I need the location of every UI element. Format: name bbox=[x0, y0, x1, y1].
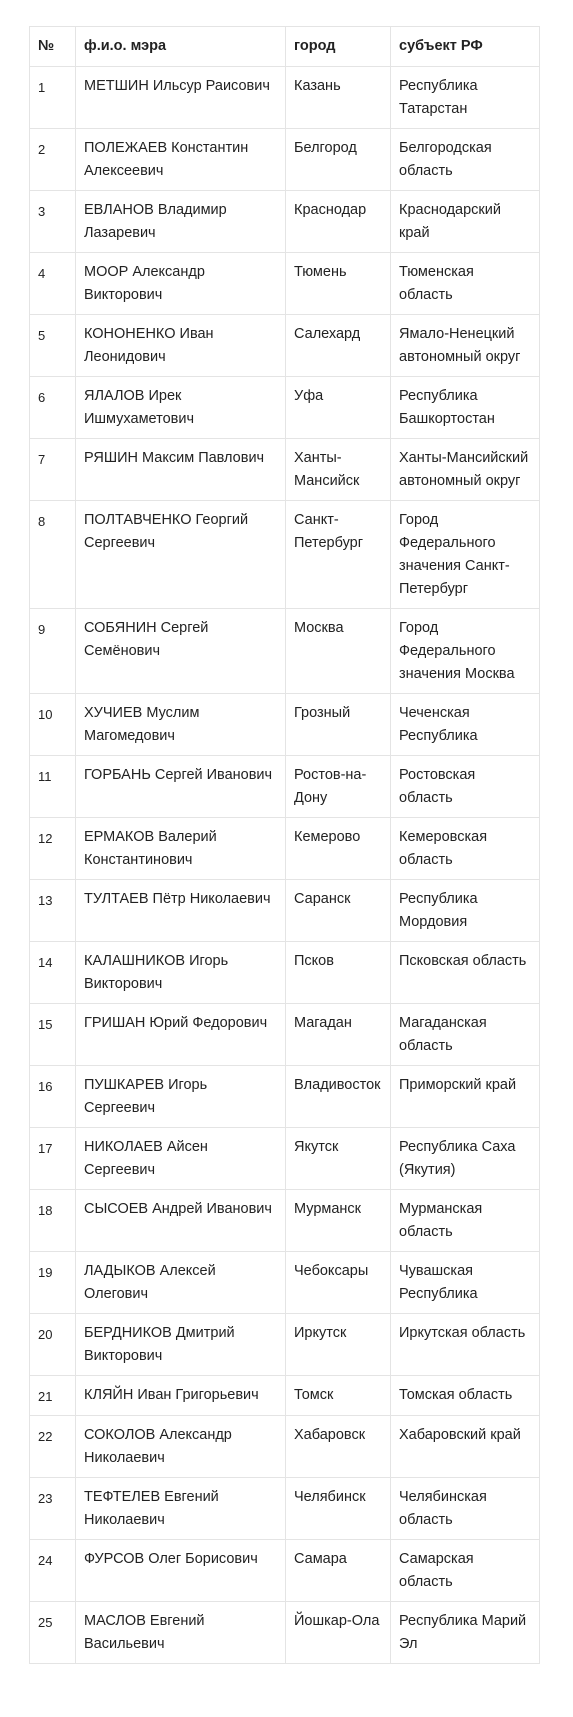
cell-number: 17 bbox=[30, 1128, 76, 1190]
table-row bbox=[30, 1190, 540, 1252]
cell-city: Санкт-Петербург bbox=[286, 501, 391, 609]
table-row bbox=[30, 1602, 540, 1664]
cell-city: Псков bbox=[286, 942, 391, 1004]
table-row bbox=[30, 253, 540, 315]
cell-mayor-name: СОБЯНИН Сергей Семёнович bbox=[76, 609, 286, 694]
cell-city: Тюмень bbox=[286, 253, 391, 315]
cell-mayor-name: ЕРМАКОВ Валерий Константинович bbox=[76, 818, 286, 880]
table-row bbox=[30, 1314, 540, 1376]
cell-mayor-name: ЯЛАЛОВ Ирек Ишмухаметович bbox=[76, 377, 286, 439]
table-row bbox=[30, 942, 540, 1004]
table-row bbox=[30, 1478, 540, 1540]
cell-city: Хабаровск bbox=[286, 1416, 391, 1478]
header-row bbox=[30, 27, 540, 67]
cell-region: Приморский край bbox=[391, 1066, 540, 1128]
cell-mayor-name: ГРИШАН Юрий Федорович bbox=[76, 1004, 286, 1066]
cell-mayor-name: СЫСОЕВ Андрей Иванович bbox=[76, 1190, 286, 1252]
cell-city: Ростов-на-Дону bbox=[286, 756, 391, 818]
cell-region: Кемеровская область bbox=[391, 818, 540, 880]
cell-number: 12 bbox=[30, 818, 76, 880]
cell-mayor-name: НИКОЛАЕВ Айсен Сергеевич bbox=[76, 1128, 286, 1190]
table-row bbox=[30, 67, 540, 129]
cell-city: Иркутск bbox=[286, 1314, 391, 1376]
cell-city: Чебоксары bbox=[286, 1252, 391, 1314]
cell-number: 11 bbox=[30, 756, 76, 818]
cell-region: Белгородская область bbox=[391, 129, 540, 191]
cell-city: Краснодар bbox=[286, 191, 391, 253]
cell-city: Казань bbox=[286, 67, 391, 129]
cell-mayor-name: ГОРБАНЬ Сергей Иванович bbox=[76, 756, 286, 818]
cell-number: 25 bbox=[30, 1602, 76, 1664]
header-city: город bbox=[286, 27, 391, 67]
table-row bbox=[30, 1416, 540, 1478]
cell-city: Томск bbox=[286, 1376, 391, 1416]
cell-number: 3 bbox=[30, 191, 76, 253]
cell-region: Краснодарский край bbox=[391, 191, 540, 253]
cell-region: Республика Марий Эл bbox=[391, 1602, 540, 1664]
cell-number: 8 bbox=[30, 501, 76, 609]
cell-region: Челябинская область bbox=[391, 1478, 540, 1540]
table-row bbox=[30, 377, 540, 439]
mayors-table-container bbox=[29, 26, 539, 1664]
cell-region: Ростовская область bbox=[391, 756, 540, 818]
cell-city: Салехард bbox=[286, 315, 391, 377]
table-row bbox=[30, 501, 540, 609]
cell-region: Хабаровский край bbox=[391, 1416, 540, 1478]
table-row bbox=[30, 818, 540, 880]
cell-number: 23 bbox=[30, 1478, 76, 1540]
table-row bbox=[30, 609, 540, 694]
cell-mayor-name: ЛАДЫКОВ Алексей Олегович bbox=[76, 1252, 286, 1314]
cell-number: 9 bbox=[30, 609, 76, 694]
cell-number: 4 bbox=[30, 253, 76, 315]
table-row bbox=[30, 129, 540, 191]
cell-region: Мурманская область bbox=[391, 1190, 540, 1252]
cell-mayor-name: ТУЛТАЕВ Пётр Николаевич bbox=[76, 880, 286, 942]
cell-mayor-name: МАСЛОВ Евгений Васильевич bbox=[76, 1602, 286, 1664]
cell-region: Иркутская область bbox=[391, 1314, 540, 1376]
cell-mayor-name: МЕТШИН Ильсур Раисович bbox=[76, 67, 286, 129]
header-region: субъект РФ bbox=[391, 27, 540, 67]
cell-mayor-name: ХУЧИЕВ Муслим Магомедович bbox=[76, 694, 286, 756]
table-row bbox=[30, 1066, 540, 1128]
cell-city: Грозный bbox=[286, 694, 391, 756]
cell-region: Тюменская область bbox=[391, 253, 540, 315]
cell-region: Ханты-Мансийский автономный округ bbox=[391, 439, 540, 501]
cell-city: Магадан bbox=[286, 1004, 391, 1066]
cell-region: Республика Башкортостан bbox=[391, 377, 540, 439]
table-row bbox=[30, 1376, 540, 1416]
cell-number: 5 bbox=[30, 315, 76, 377]
cell-mayor-name: ФУРСОВ Олег Борисович bbox=[76, 1540, 286, 1602]
table-row bbox=[30, 1004, 540, 1066]
cell-number: 2 bbox=[30, 129, 76, 191]
cell-number: 24 bbox=[30, 1540, 76, 1602]
cell-number: 21 bbox=[30, 1376, 76, 1416]
cell-region: Республика Саха (Якутия) bbox=[391, 1128, 540, 1190]
cell-city: Белгород bbox=[286, 129, 391, 191]
cell-number: 1 bbox=[30, 67, 76, 129]
header-mayor-name: ф.и.о. мэра bbox=[76, 27, 286, 67]
table-header bbox=[30, 27, 540, 67]
cell-region: Республика Мордовия bbox=[391, 880, 540, 942]
cell-city: Ханты-Мансийск bbox=[286, 439, 391, 501]
cell-number: 7 bbox=[30, 439, 76, 501]
table-row bbox=[30, 1540, 540, 1602]
cell-city: Владивосток bbox=[286, 1066, 391, 1128]
cell-mayor-name: МООР Александр Викторович bbox=[76, 253, 286, 315]
cell-mayor-name: ЕВЛАНОВ Владимир Лазаревич bbox=[76, 191, 286, 253]
cell-region: Город Федерального значения Санкт-Петербург bbox=[391, 501, 540, 609]
cell-region: Магаданская область bbox=[391, 1004, 540, 1066]
cell-region: Чувашская Республика bbox=[391, 1252, 540, 1314]
header-number: № bbox=[30, 27, 76, 67]
cell-city: Кемерово bbox=[286, 818, 391, 880]
cell-mayor-name: ПУШКАРЕВ Игорь Сергеевич bbox=[76, 1066, 286, 1128]
cell-city: Якутск bbox=[286, 1128, 391, 1190]
cell-city: Москва bbox=[286, 609, 391, 694]
table-row bbox=[30, 880, 540, 942]
cell-region: Чеченская Республика bbox=[391, 694, 540, 756]
cell-number: 15 bbox=[30, 1004, 76, 1066]
cell-region: Республика Татарстан bbox=[391, 67, 540, 129]
cell-mayor-name: КАЛАШНИКОВ Игорь Викторович bbox=[76, 942, 286, 1004]
cell-region: Самарская область bbox=[391, 1540, 540, 1602]
table-row bbox=[30, 694, 540, 756]
cell-city: Саранск bbox=[286, 880, 391, 942]
mayors-table bbox=[29, 26, 540, 1664]
cell-city: Мурманск bbox=[286, 1190, 391, 1252]
cell-number: 10 bbox=[30, 694, 76, 756]
table-row bbox=[30, 315, 540, 377]
table-body bbox=[30, 67, 540, 1664]
table-row bbox=[30, 756, 540, 818]
cell-mayor-name: КОНОНЕНКО Иван Леонидович bbox=[76, 315, 286, 377]
cell-region: Город Федерального значения Москва bbox=[391, 609, 540, 694]
cell-city: Челябинск bbox=[286, 1478, 391, 1540]
cell-number: 13 bbox=[30, 880, 76, 942]
cell-city: Йошкар-Ола bbox=[286, 1602, 391, 1664]
cell-city: Самара bbox=[286, 1540, 391, 1602]
cell-number: 14 bbox=[30, 942, 76, 1004]
table-row bbox=[30, 1128, 540, 1190]
cell-number: 20 bbox=[30, 1314, 76, 1376]
cell-mayor-name: ТЕФТЕЛЕВ Евгений Николаевич bbox=[76, 1478, 286, 1540]
cell-number: 19 bbox=[30, 1252, 76, 1314]
cell-mayor-name: ПОЛЕЖАЕВ Константин Алексеевич bbox=[76, 129, 286, 191]
cell-mayor-name: РЯШИН Максим Павлович bbox=[76, 439, 286, 501]
cell-region: Псковская область bbox=[391, 942, 540, 1004]
cell-number: 16 bbox=[30, 1066, 76, 1128]
cell-mayor-name: КЛЯЙН Иван Григорьевич bbox=[76, 1376, 286, 1416]
cell-region: Ямало-Ненецкий автономный округ bbox=[391, 315, 540, 377]
cell-number: 6 bbox=[30, 377, 76, 439]
cell-number: 22 bbox=[30, 1416, 76, 1478]
cell-city: Уфа bbox=[286, 377, 391, 439]
cell-region: Томская область bbox=[391, 1376, 540, 1416]
cell-mayor-name: СОКОЛОВ Александр Николаевич bbox=[76, 1416, 286, 1478]
cell-number: 18 bbox=[30, 1190, 76, 1252]
table-row bbox=[30, 191, 540, 253]
table-row bbox=[30, 1252, 540, 1314]
cell-mayor-name: БЕРДНИКОВ Дмитрий Викторович bbox=[76, 1314, 286, 1376]
table-row bbox=[30, 439, 540, 501]
cell-mayor-name: ПОЛТАВЧЕНКО Георгий Сергеевич bbox=[76, 501, 286, 609]
